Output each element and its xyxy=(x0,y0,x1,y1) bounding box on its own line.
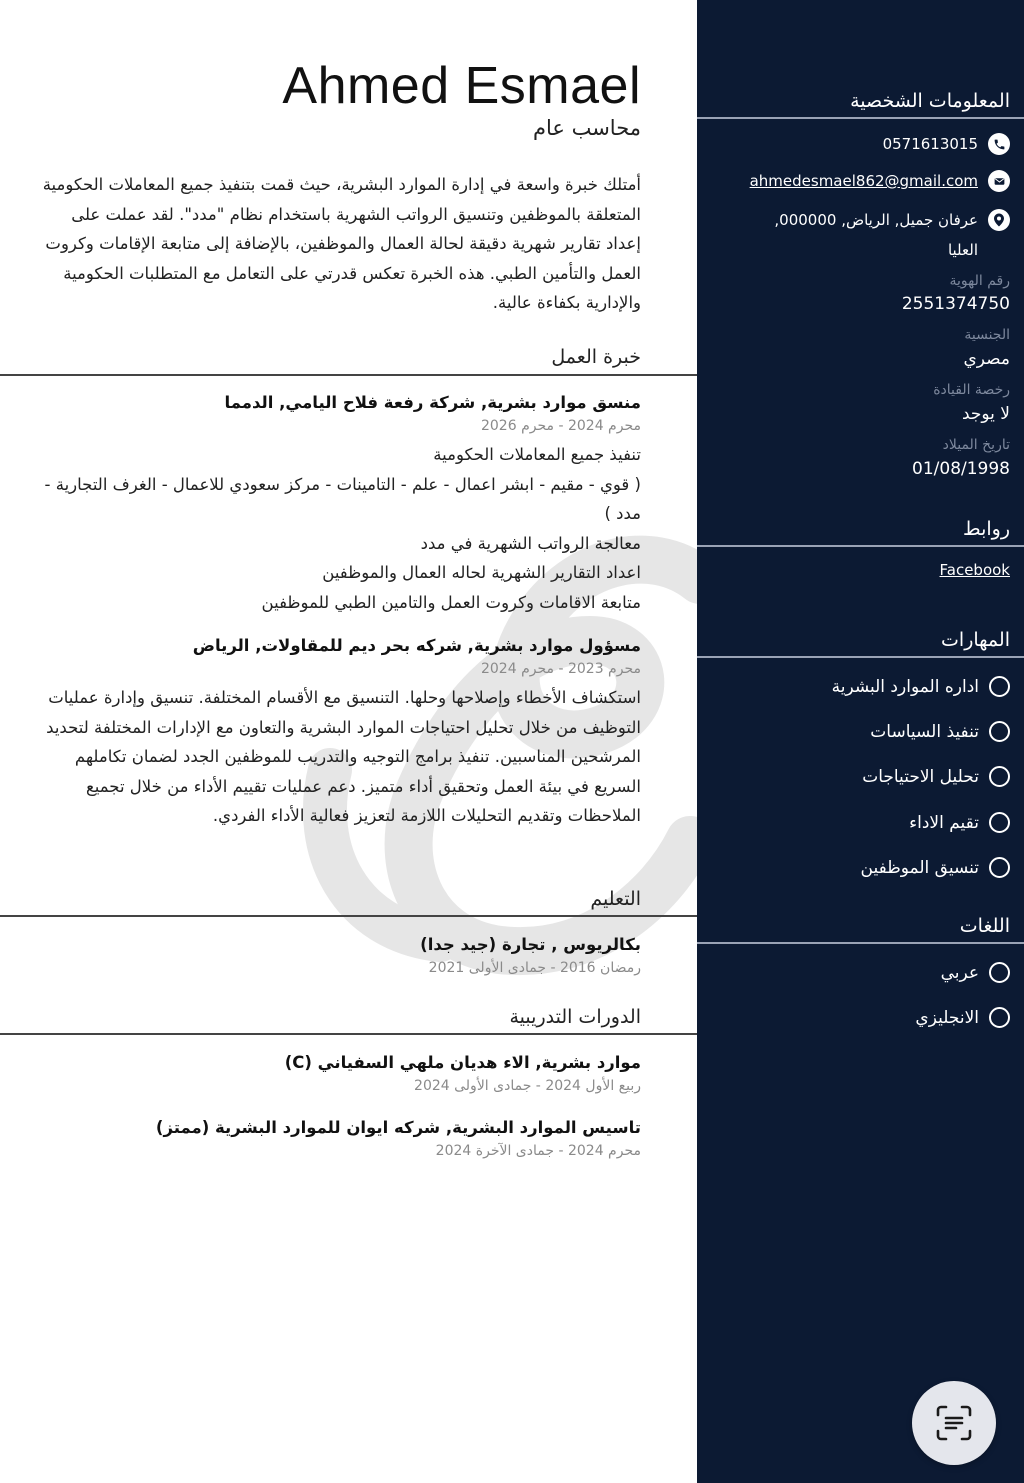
circle-bullet-icon xyxy=(989,812,1010,833)
experience-heading: مسؤول موارد بشرية, شركه بحر ديم للمقاولات, الرياض xyxy=(192,636,641,655)
section-title-education: التعليم xyxy=(590,888,641,910)
experience-date: محرم 2023 - محرم 2024 xyxy=(480,661,641,677)
nationality-value: مصري xyxy=(963,349,1010,369)
skill-item xyxy=(909,812,1010,833)
facebook-link[interactable]: Facebook xyxy=(939,561,1010,579)
course-date: محرم 2024 - جمادى الآخرة 2024 xyxy=(435,1143,641,1159)
license-label: رخصة القيادة xyxy=(933,382,1010,398)
contact-phone[interactable] xyxy=(883,133,1010,155)
language-item xyxy=(941,962,1010,983)
text-scan-icon xyxy=(932,1401,976,1445)
course-item xyxy=(21,1115,641,1161)
birthdate-label: تاريخ الميلاد xyxy=(942,437,1010,453)
skill-label: تنفيذ السياسات xyxy=(870,721,979,742)
skill-item xyxy=(870,721,1010,742)
experience-description: استكشاف الأخطاء وإصلاحها وحلها. التنسيق مع الأقسام المختلفة. تنسيق وإدارة عمليات التوظيف من خلال تحليل احتياجات الموارد البشرية والتعاون مع الإدارات المختلفة لتحديد المرشحين المناسبين. تنفيذ برامج التوجيه والتدريب للموظفين الجدد لضمان تكاملهم السريع في بيئة العمل وتحقيق أداء متميز. دعم عمليات تقييم الأداء من خلال تجميع الملاحظات وتقديم التحليلات اللازمة لتعزيز فعالية الأداء الفردي. xyxy=(46,688,641,825)
resume-sidebar xyxy=(697,0,1024,1483)
skill-label: تحليل الاحتياجات xyxy=(862,766,979,787)
course-heading: موارد بشرية, الاء هديان ملهي السفياني (C) xyxy=(284,1053,641,1072)
circle-bullet-icon xyxy=(989,1007,1010,1028)
section-divider xyxy=(0,915,697,917)
section-title-experience: خبرة العمل xyxy=(551,346,641,368)
course-date: ربيع الأول 2024 - جمادى الأولى 2024 xyxy=(414,1078,641,1094)
section-title-skills: المهارات xyxy=(941,629,1010,651)
skill-label: تنسيق الموظفين xyxy=(860,857,979,878)
education-item xyxy=(21,932,641,978)
section-title-personal-info: المعلومات الشخصية xyxy=(850,90,1010,112)
skill-item xyxy=(861,857,1010,878)
skill-item xyxy=(862,766,1010,787)
experience-heading: منسق موارد بشرية, شركة رفعة فلاح اليامي, الدمما xyxy=(224,393,641,412)
language-label: الانجليزي xyxy=(915,1007,979,1028)
experience-line: معالجة الرواتب الشهرية في مدد xyxy=(420,533,641,553)
experience-line: ( قوي - مقيم - ابشر اعمال - علم - التامينات - مركز سعودي للاعمال - الغرف التجارية - مدد ) xyxy=(44,474,641,523)
section-title-courses: الدورات التدريبية xyxy=(509,1006,641,1028)
section-title-links: روابط xyxy=(963,518,1010,540)
address-text: عرفان جميل, الرياض, 000000, العليا xyxy=(774,211,978,259)
skill-label: اداره الموارد البشرية xyxy=(831,676,979,697)
circle-bullet-icon xyxy=(989,857,1010,878)
profile-summary: أمتلك خبرة واسعة في إدارة الموارد البشرية، حيث قمت بتنفيذ جميع المعاملات الحكومية المتعلقة بالموظفين وتنسيق الرواتب الشهرية باستخدام نظام "مدد". لقد عملت على إعداد تقارير شهرية دقيقة لحالة العمال والموظفين، بالإضافة إلى متابعة الإقامات وكروت العمل والتأمين الطبي. هذه الخبرة تعكس قدرتي على التعامل مع المتطلبات الحكومية والإدارية بكفاءة عالية. xyxy=(42,175,641,312)
envelope-icon xyxy=(988,170,1010,192)
education-date: رمضان 2016 - جمادى الأولى 2021 xyxy=(428,960,641,976)
phone-icon xyxy=(988,133,1010,155)
circle-bullet-icon xyxy=(989,962,1010,983)
sidebar-divider xyxy=(697,545,1024,547)
candidate-job-title: محاسب عام xyxy=(532,116,641,140)
sidebar-divider xyxy=(697,656,1024,658)
candidate-name: Ahmed Esmael xyxy=(282,57,641,115)
language-item xyxy=(915,1007,1010,1028)
sidebar-divider xyxy=(697,117,1024,119)
experience-item xyxy=(41,633,641,831)
email-address: ahmedesmael862@gmail.com xyxy=(749,172,978,190)
skill-label: تقيم الاداء xyxy=(909,812,979,833)
circle-bullet-icon xyxy=(989,766,1010,787)
contact-address xyxy=(760,205,1010,265)
experience-item xyxy=(21,390,641,617)
circle-bullet-icon xyxy=(989,676,1010,697)
text-scan-button[interactable] xyxy=(912,1381,996,1465)
experience-date: محرم 2024 - محرم 2026 xyxy=(480,418,641,434)
language-label: عربي xyxy=(940,962,979,983)
experience-line: تنفيذ جميع المعاملات الحكومية xyxy=(433,445,641,464)
id-label: رقم الهوية xyxy=(949,273,1010,289)
section-divider xyxy=(0,374,697,376)
license-value: لا يوجد xyxy=(961,404,1010,424)
section-divider xyxy=(0,1033,697,1035)
id-value: 2551374750 xyxy=(901,294,1010,314)
location-pin-icon xyxy=(988,209,1010,231)
section-title-languages: اللغات xyxy=(959,915,1010,937)
course-item xyxy=(21,1050,641,1096)
birthdate-value: 01/08/1998 xyxy=(912,459,1010,479)
nationality-label: الجنسية xyxy=(964,327,1010,343)
circle-bullet-icon xyxy=(989,721,1010,742)
contact-email[interactable] xyxy=(750,170,1010,192)
skill-item xyxy=(832,676,1010,697)
phone-number: 0571613015 xyxy=(882,135,978,153)
sidebar-divider xyxy=(697,942,1024,944)
experience-line: اعداد التقارير الشهرية لحاله العمال والموظفين xyxy=(322,563,641,582)
education-heading: بكالريوس , تجارة (جيد جدا) xyxy=(420,935,641,954)
experience-line: متابعة الاقامات وكروت العمل والتامين الطبي للموظفين xyxy=(261,592,641,612)
course-heading: تاسيس الموارد البشرية, شركه ايوان للموارد البشرية (ممتز) xyxy=(155,1118,641,1137)
